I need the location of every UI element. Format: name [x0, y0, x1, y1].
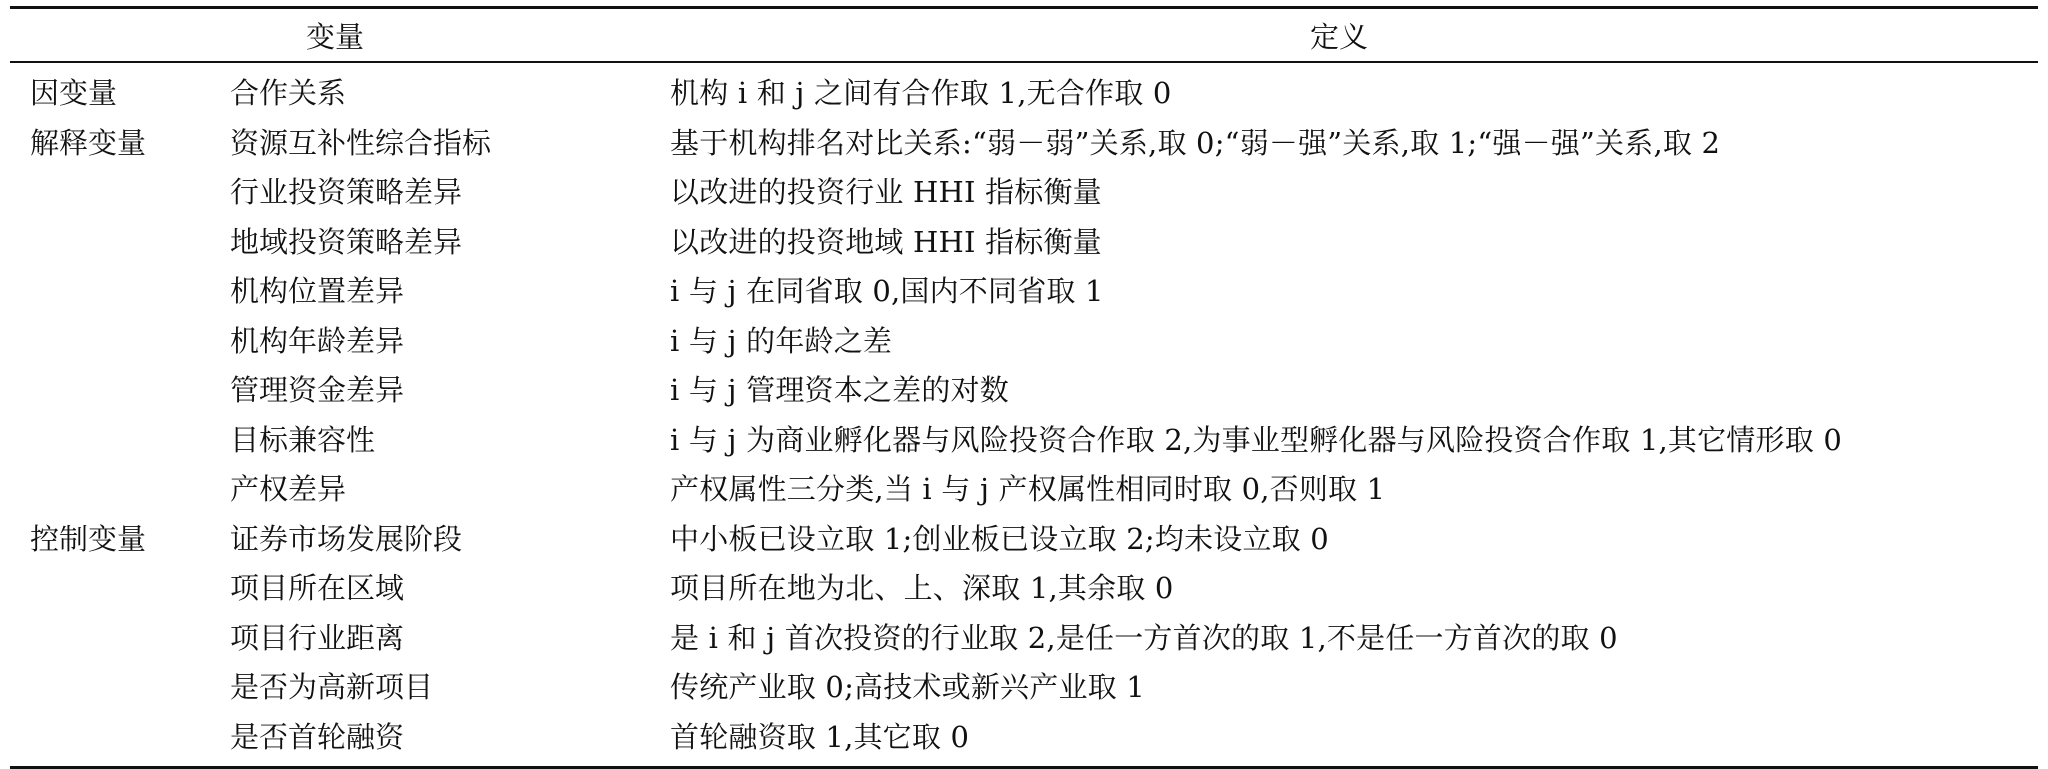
table-header: [10, 9, 2038, 61]
row-definition: 以改进的投资地域 HHI 指标衡量: [670, 224, 1102, 259]
row-variable-name: 行业投资策略差异: [230, 175, 463, 210]
table-row: [10, 513, 2038, 563]
row-variable-name: 地域投资策略差异: [230, 224, 463, 259]
variable-definition-table: [10, 6, 2038, 769]
row-variable-name: 目标兼容性: [230, 422, 376, 457]
row-definition: i 与 j 为商业孵化器与风险投资合作取 2,为事业型孵化器与风险投资合作取 1,其它情形取 0: [670, 422, 1842, 457]
row-definition: 项目所在地为北、上、深取 1,其余取 0: [670, 571, 1174, 606]
row-definition: 基于机构排名对比关系:“弱－弱”关系,取 0;“弱－强”关系,取 1;“强－强”关系,取 2: [670, 125, 1721, 160]
row-variable-name: 项目所在区域: [230, 571, 405, 606]
table-row: [10, 117, 2038, 167]
row-definition: 传统产业取 0;高技术或新兴产业取 1: [670, 670, 1145, 705]
row-definition: i 与 j 在同省取 0,国内不同省取 1: [670, 274, 1104, 309]
row-variable-name: 机构年龄差异: [230, 323, 405, 358]
table-row: [10, 661, 2038, 711]
table-row: [10, 265, 2038, 315]
table-row: [10, 463, 2038, 513]
table-row: [10, 562, 2038, 612]
row-variable-name: 管理资金差异: [230, 373, 405, 408]
table-body: [10, 63, 2038, 766]
row-variable-name: 是否为高新项目: [230, 670, 434, 705]
row-variable-name: 合作关系: [230, 76, 347, 111]
row-variable-name: 产权差异: [230, 472, 347, 507]
row-variable-name: 资源互补性综合指标: [230, 125, 492, 160]
row-definition: 产权属性三分类,当 i 与 j 产权属性相同时取 0,否则取 1: [670, 472, 1386, 507]
row-variable-name: 项目行业距离: [230, 620, 405, 655]
table-row: [10, 216, 2038, 266]
row-definition: i 与 j 管理资本之差的对数: [670, 373, 1009, 408]
header-definition: 定义: [1309, 19, 1368, 54]
row-variable-name: 证券市场发展阶段: [230, 521, 463, 556]
table-row: [10, 364, 2038, 414]
table-row: [10, 67, 2038, 117]
row-variable-name: 是否首轮融资: [230, 719, 405, 754]
row-definition: 首轮融资取 1,其它取 0: [670, 719, 970, 754]
row-definition: 中小板已设立取 1;创业板已设立取 2;均未设立取 0: [670, 521, 1329, 556]
table-row: [10, 711, 2038, 761]
table-row: [10, 612, 2038, 662]
row-definition: 是 i 和 j 首次投资的行业取 2,是任一方首次的取 1,不是任一方首次的取 0: [670, 620, 1618, 655]
row-variable-name: 机构位置差异: [230, 274, 405, 309]
row-category: 解释变量: [30, 125, 147, 160]
table-row: [10, 414, 2038, 464]
row-definition: i 与 j 的年龄之差: [670, 323, 893, 358]
row-definition: 以改进的投资行业 HHI 指标衡量: [670, 175, 1102, 210]
row-definition: 机构 i 和 j 之间有合作取 1,无合作取 0: [670, 76, 1172, 111]
table-row: [10, 315, 2038, 365]
row-category: 控制变量: [30, 521, 147, 556]
row-category: 因变量: [30, 76, 118, 111]
table-row: [10, 166, 2038, 216]
header-variable: 变量: [305, 19, 364, 54]
